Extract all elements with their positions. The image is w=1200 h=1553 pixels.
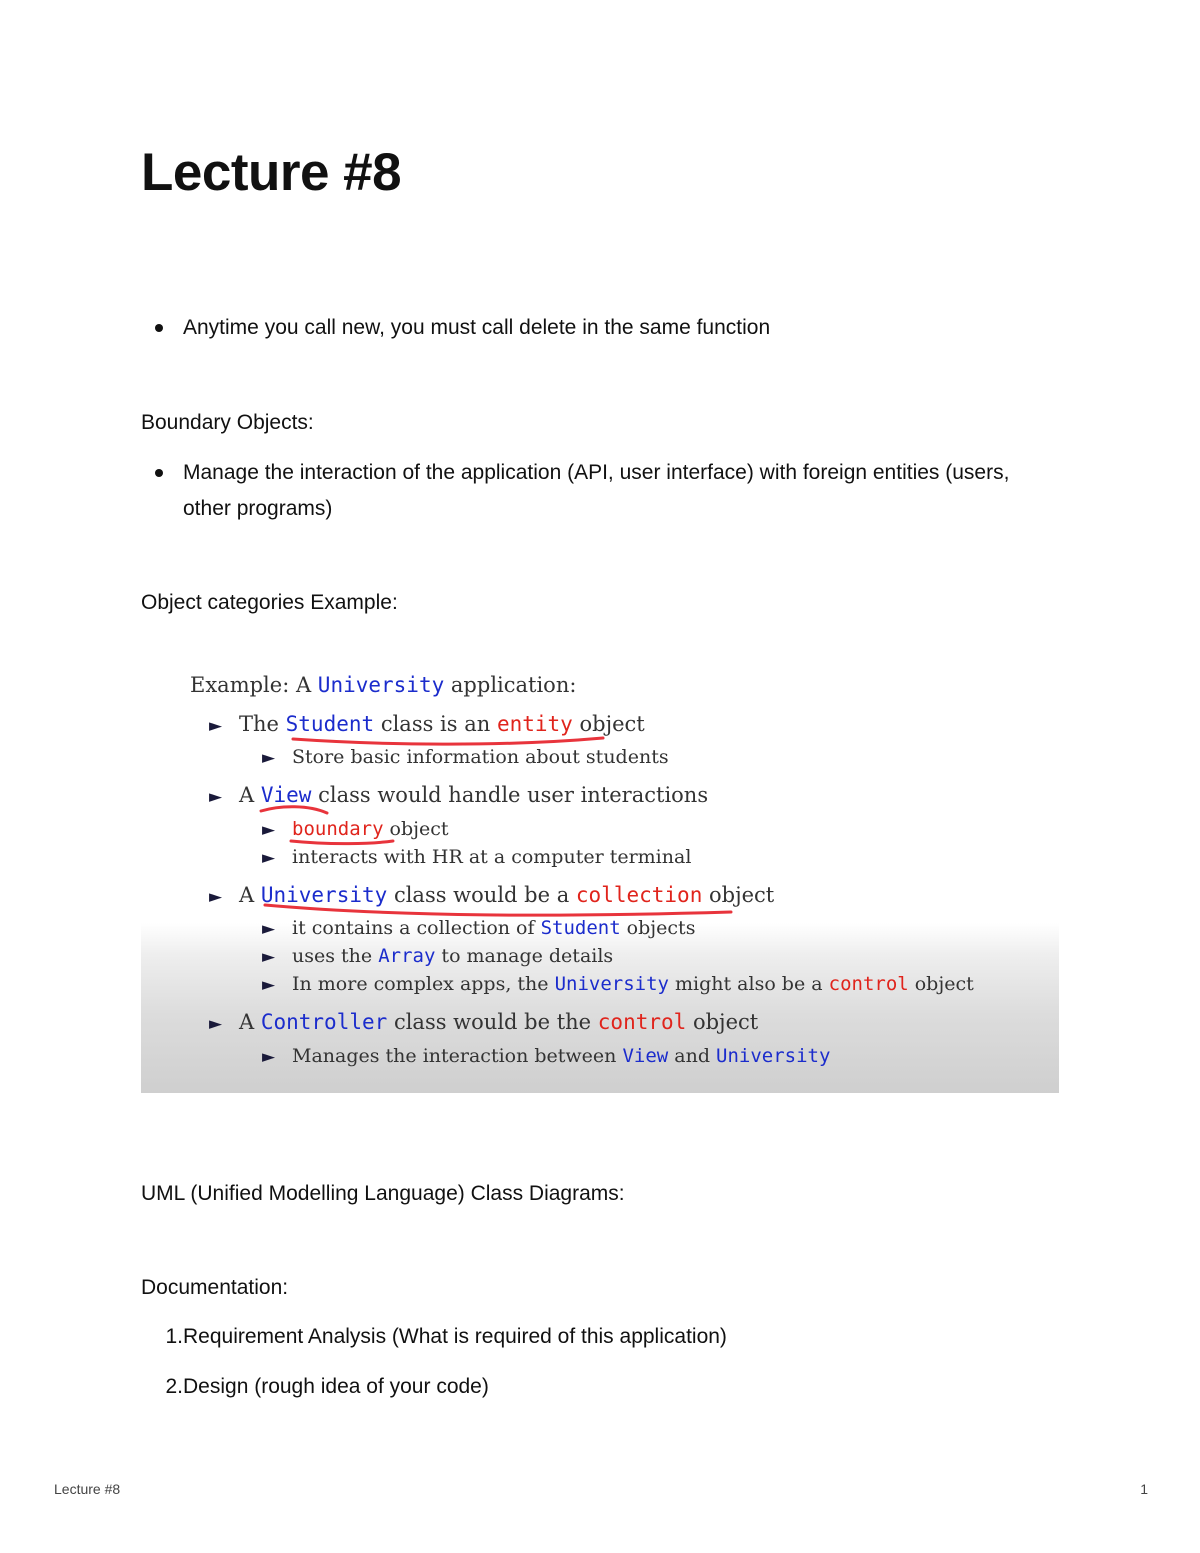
boundary-objects-heading: Boundary Objects: — [141, 411, 314, 434]
triangle-bullet-icon: ► — [209, 1014, 223, 1034]
underline-university-collection — [265, 905, 731, 915]
documentation-list — [141, 1322, 727, 1422]
triangle-bullet-icon: ► — [262, 919, 276, 939]
footer-document-title: Lecture #8 — [54, 1481, 121, 1497]
lecture-slide-image — [141, 655, 1059, 1093]
triangle-bullet-icon: ► — [262, 820, 276, 840]
underline-boundary — [291, 841, 393, 844]
triangle-bullet-icon: ► — [262, 748, 276, 768]
triangle-bullet-icon: ► — [262, 848, 276, 868]
underline-view — [261, 807, 327, 813]
triangle-bullet-icon: ► — [209, 716, 223, 736]
slide-subitem: ► interacts with HR at a computer terminal — [262, 846, 692, 868]
list-item — [141, 1322, 727, 1352]
list-item — [141, 1372, 727, 1402]
list-item: Manage the interaction of the application (API, user interface) with foreign entities (users, other programs) — [141, 455, 1021, 527]
triangle-bullet-icon: ► — [262, 947, 276, 967]
top-bullet-list — [141, 310, 770, 346]
slide-item: ► The Student class is an entity object — [209, 712, 645, 736]
triangle-bullet-icon: ► — [209, 887, 223, 907]
list-text: Requirement Analysis (What is required of this application) — [183, 1325, 727, 1348]
page-title: Lecture #8 — [141, 143, 402, 202]
slide-subitem: ► it contains a collection of Student objects — [262, 917, 696, 939]
list-item: Anytime you call new, you must call delete in the same function — [141, 310, 770, 346]
slide-subitem: ► uses the Array to manage details — [262, 945, 614, 967]
slide-subitem: ► Store basic information about students — [262, 746, 669, 768]
slide-item: ► A View class would handle user interactions — [209, 783, 709, 807]
triangle-bullet-icon: ► — [262, 1047, 276, 1067]
footer-page-number: 1 — [1140, 1481, 1148, 1497]
slide-subitem: ► Manages the interaction between View and University — [262, 1045, 831, 1067]
slide-intro: Example: A University application: — [190, 673, 577, 697]
list-number: 2. — [165, 1375, 183, 1398]
triangle-bullet-icon: ► — [262, 975, 276, 995]
documentation-heading: Documentation: — [141, 1276, 289, 1299]
slide-subitem: ► In more complex apps, the University might also be a control object — [262, 973, 974, 995]
underline-student-entity — [293, 738, 603, 744]
boundary-bullet-list — [141, 455, 1021, 527]
slide-item: ► A Controller class would be the control object — [209, 1010, 759, 1034]
object-categories-heading: Object categories Example: — [141, 591, 398, 614]
slide-subitem: ► boundary object — [262, 818, 449, 840]
list-number: 1. — [165, 1325, 183, 1348]
list-text: Design (rough idea of your code) — [183, 1375, 489, 1398]
uml-heading: UML (Unified Modelling Language) Class Diagrams: — [141, 1182, 625, 1205]
triangle-bullet-icon: ► — [209, 787, 223, 807]
slide-item: ► A University class would be a collection object — [209, 883, 775, 907]
handwritten-underline-annotations — [141, 655, 1059, 1093]
